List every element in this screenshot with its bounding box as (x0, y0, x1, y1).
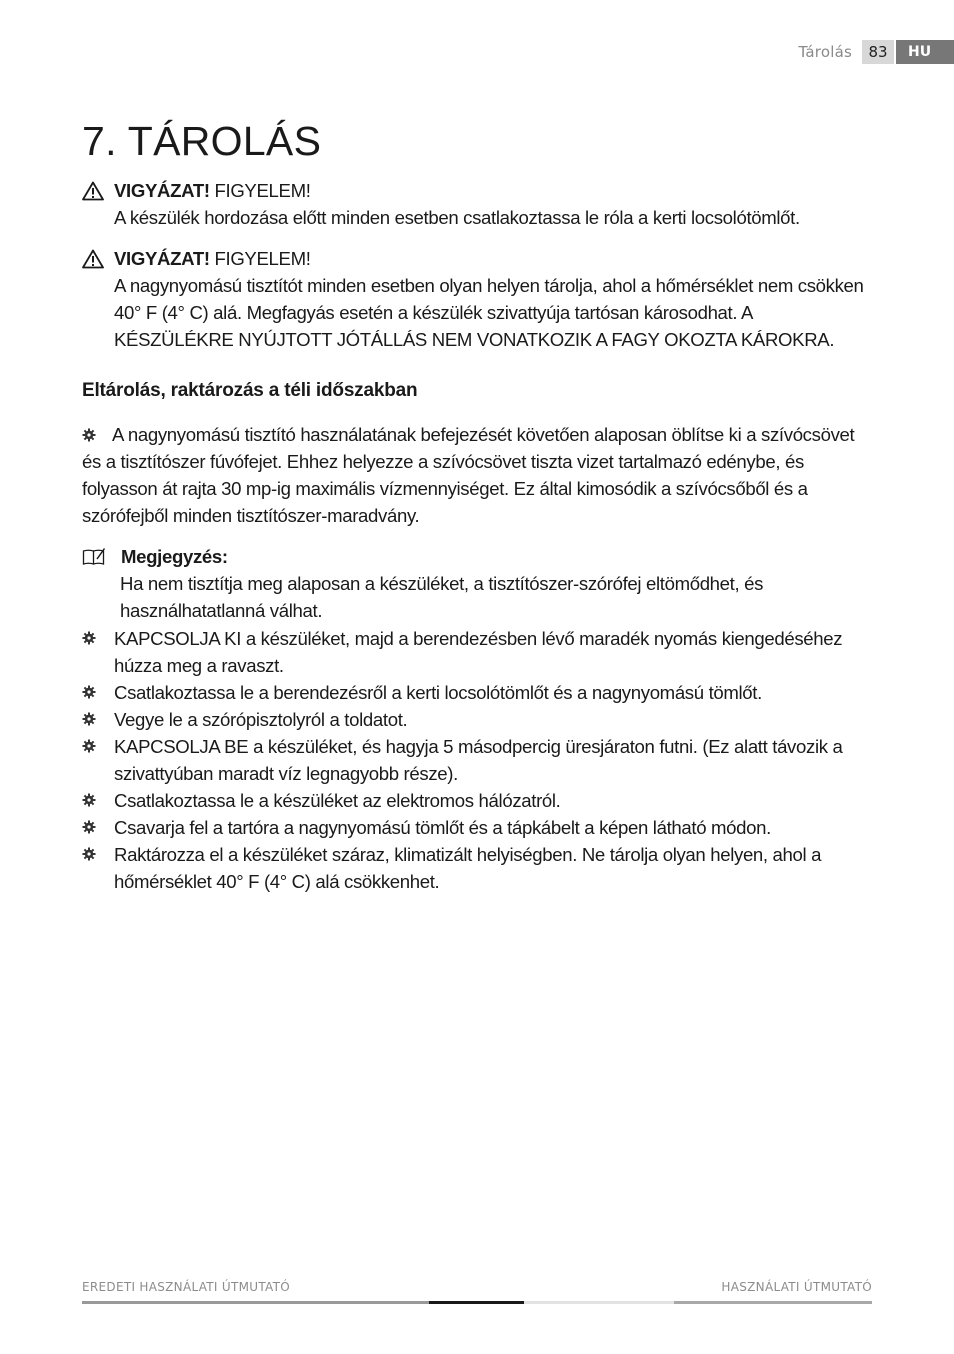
step-text: KAPCSOLJA KI a készüléket, majd a berendezésben lévő maradék nyomás kiengedéséhez húzza meg a ravaszt. (114, 628, 843, 676)
intro-paragraph (82, 421, 872, 529)
step-text: Csavarja fel a tartóra a nagynyomású tömlőt és a tápkábelt a képen látható módon. (114, 817, 771, 838)
step-text: Raktározza el a készüléket száraz, klimatizált helyiségben. Ne tárolja olyan helyen, ahol a hőmérséklet 40° F (4° C) alá csökkenhet. (114, 844, 822, 892)
step-text: Csatlakoztassa le a berendezésről a kerti locsolótömlőt és a nagynyomású tömlőt. (114, 682, 762, 703)
note-text: Ha nem tisztítja meg alaposan a készüléket, a tisztítószer-szórófej eltömődhet, és használhatatlanná válhat. (120, 573, 764, 621)
list-item (82, 814, 872, 841)
gear-bullet-icon (82, 631, 96, 645)
warning-text: A nagynyomású tisztítót minden esetben olyan helyen tárolja, ahol a hőmérséklet nem csökken 40° F (4° C) alá. Megfagyás esetén a készülék szivattyúja tartósan károsodhat. A KÉSZÜLÉKRE NYÚJTOTT JÓTÁLLÁS NEM VONATKOZIK A FAGY OKOZTA KÁROKRA. (114, 275, 864, 350)
warning-triangle-icon (82, 249, 104, 269)
warning-heading: FIGYELEM! (214, 180, 311, 201)
step-text: Csatlakoztassa le a készüléket az elektromos hálózatról. (114, 790, 561, 811)
open-book-note-icon (82, 547, 106, 567)
list-item (82, 706, 872, 733)
warning-heading: FIGYELEM! (214, 248, 311, 269)
footer-left-text: EREDETI HASZNÁLATI ÚTMUTATÓ (82, 1280, 290, 1294)
gear-bullet-icon (82, 847, 96, 861)
page-number: 83 (862, 40, 894, 64)
list-item (82, 841, 872, 895)
warning-text: A készülék hordozása előtt minden esetben csatlakoztassa le róla a kerti locsolótömlőt. (114, 207, 800, 228)
intro-text: A nagynyomású tisztító használatának befejezését követően alaposan öblítse ki a szívócsövet és a tisztítószer fúvófejet. Ehhez helyezze a szívócsövet tiszta vizet tartalmazó edénybe, és folyasson át rajta 30 mp-ig maximális vízmennyiséget. Ez által kimosódik a szívócsőből és a szórófejből minden tisztítószer-maradvány. (82, 424, 855, 526)
note-block (82, 543, 872, 624)
list-item (82, 679, 872, 706)
list-item (82, 787, 872, 814)
gear-bullet-icon (82, 712, 96, 726)
list-item (82, 625, 872, 679)
step-text: KAPCSOLJA BE a készüléket, és hagyja 5 másodpercig üresjáraton futni. (Ez alatt távozik a szivattyúban maradt víz legnagyobb része). (114, 736, 843, 784)
warning-label: VIGYÁZAT! (114, 248, 210, 269)
step-text: Vegye le a szórópisztolyról a toldatot. (114, 709, 408, 730)
warning-block-1 (82, 177, 872, 231)
warning-block-2 (82, 245, 872, 353)
list-item (82, 733, 872, 787)
header-section-title: Tárolás (798, 43, 852, 61)
gear-bullet-icon (82, 428, 96, 442)
footer-bar-segment (82, 1301, 429, 1304)
footer-right-text: HASZNÁLATI ÚTMUTATÓ (721, 1280, 872, 1294)
footer-bar-segment (524, 1301, 674, 1304)
page-title: 7. TÁROLÁS (82, 118, 322, 164)
warning-label: VIGYÁZAT! (114, 180, 210, 201)
gear-bullet-icon (82, 685, 96, 699)
note-label: Megjegyzés: (121, 546, 228, 567)
warning-triangle-icon (82, 181, 104, 201)
section-heading: Eltárolás, raktározás a téli időszakban (82, 380, 418, 401)
footer-bar-segment (429, 1301, 524, 1304)
steps-list (82, 625, 872, 895)
gear-bullet-icon (82, 793, 96, 807)
gear-bullet-icon (82, 820, 96, 834)
language-tab: HU (896, 40, 954, 64)
gear-bullet-icon (82, 739, 96, 753)
footer-bar-segment (674, 1301, 872, 1304)
page-header (799, 40, 954, 64)
